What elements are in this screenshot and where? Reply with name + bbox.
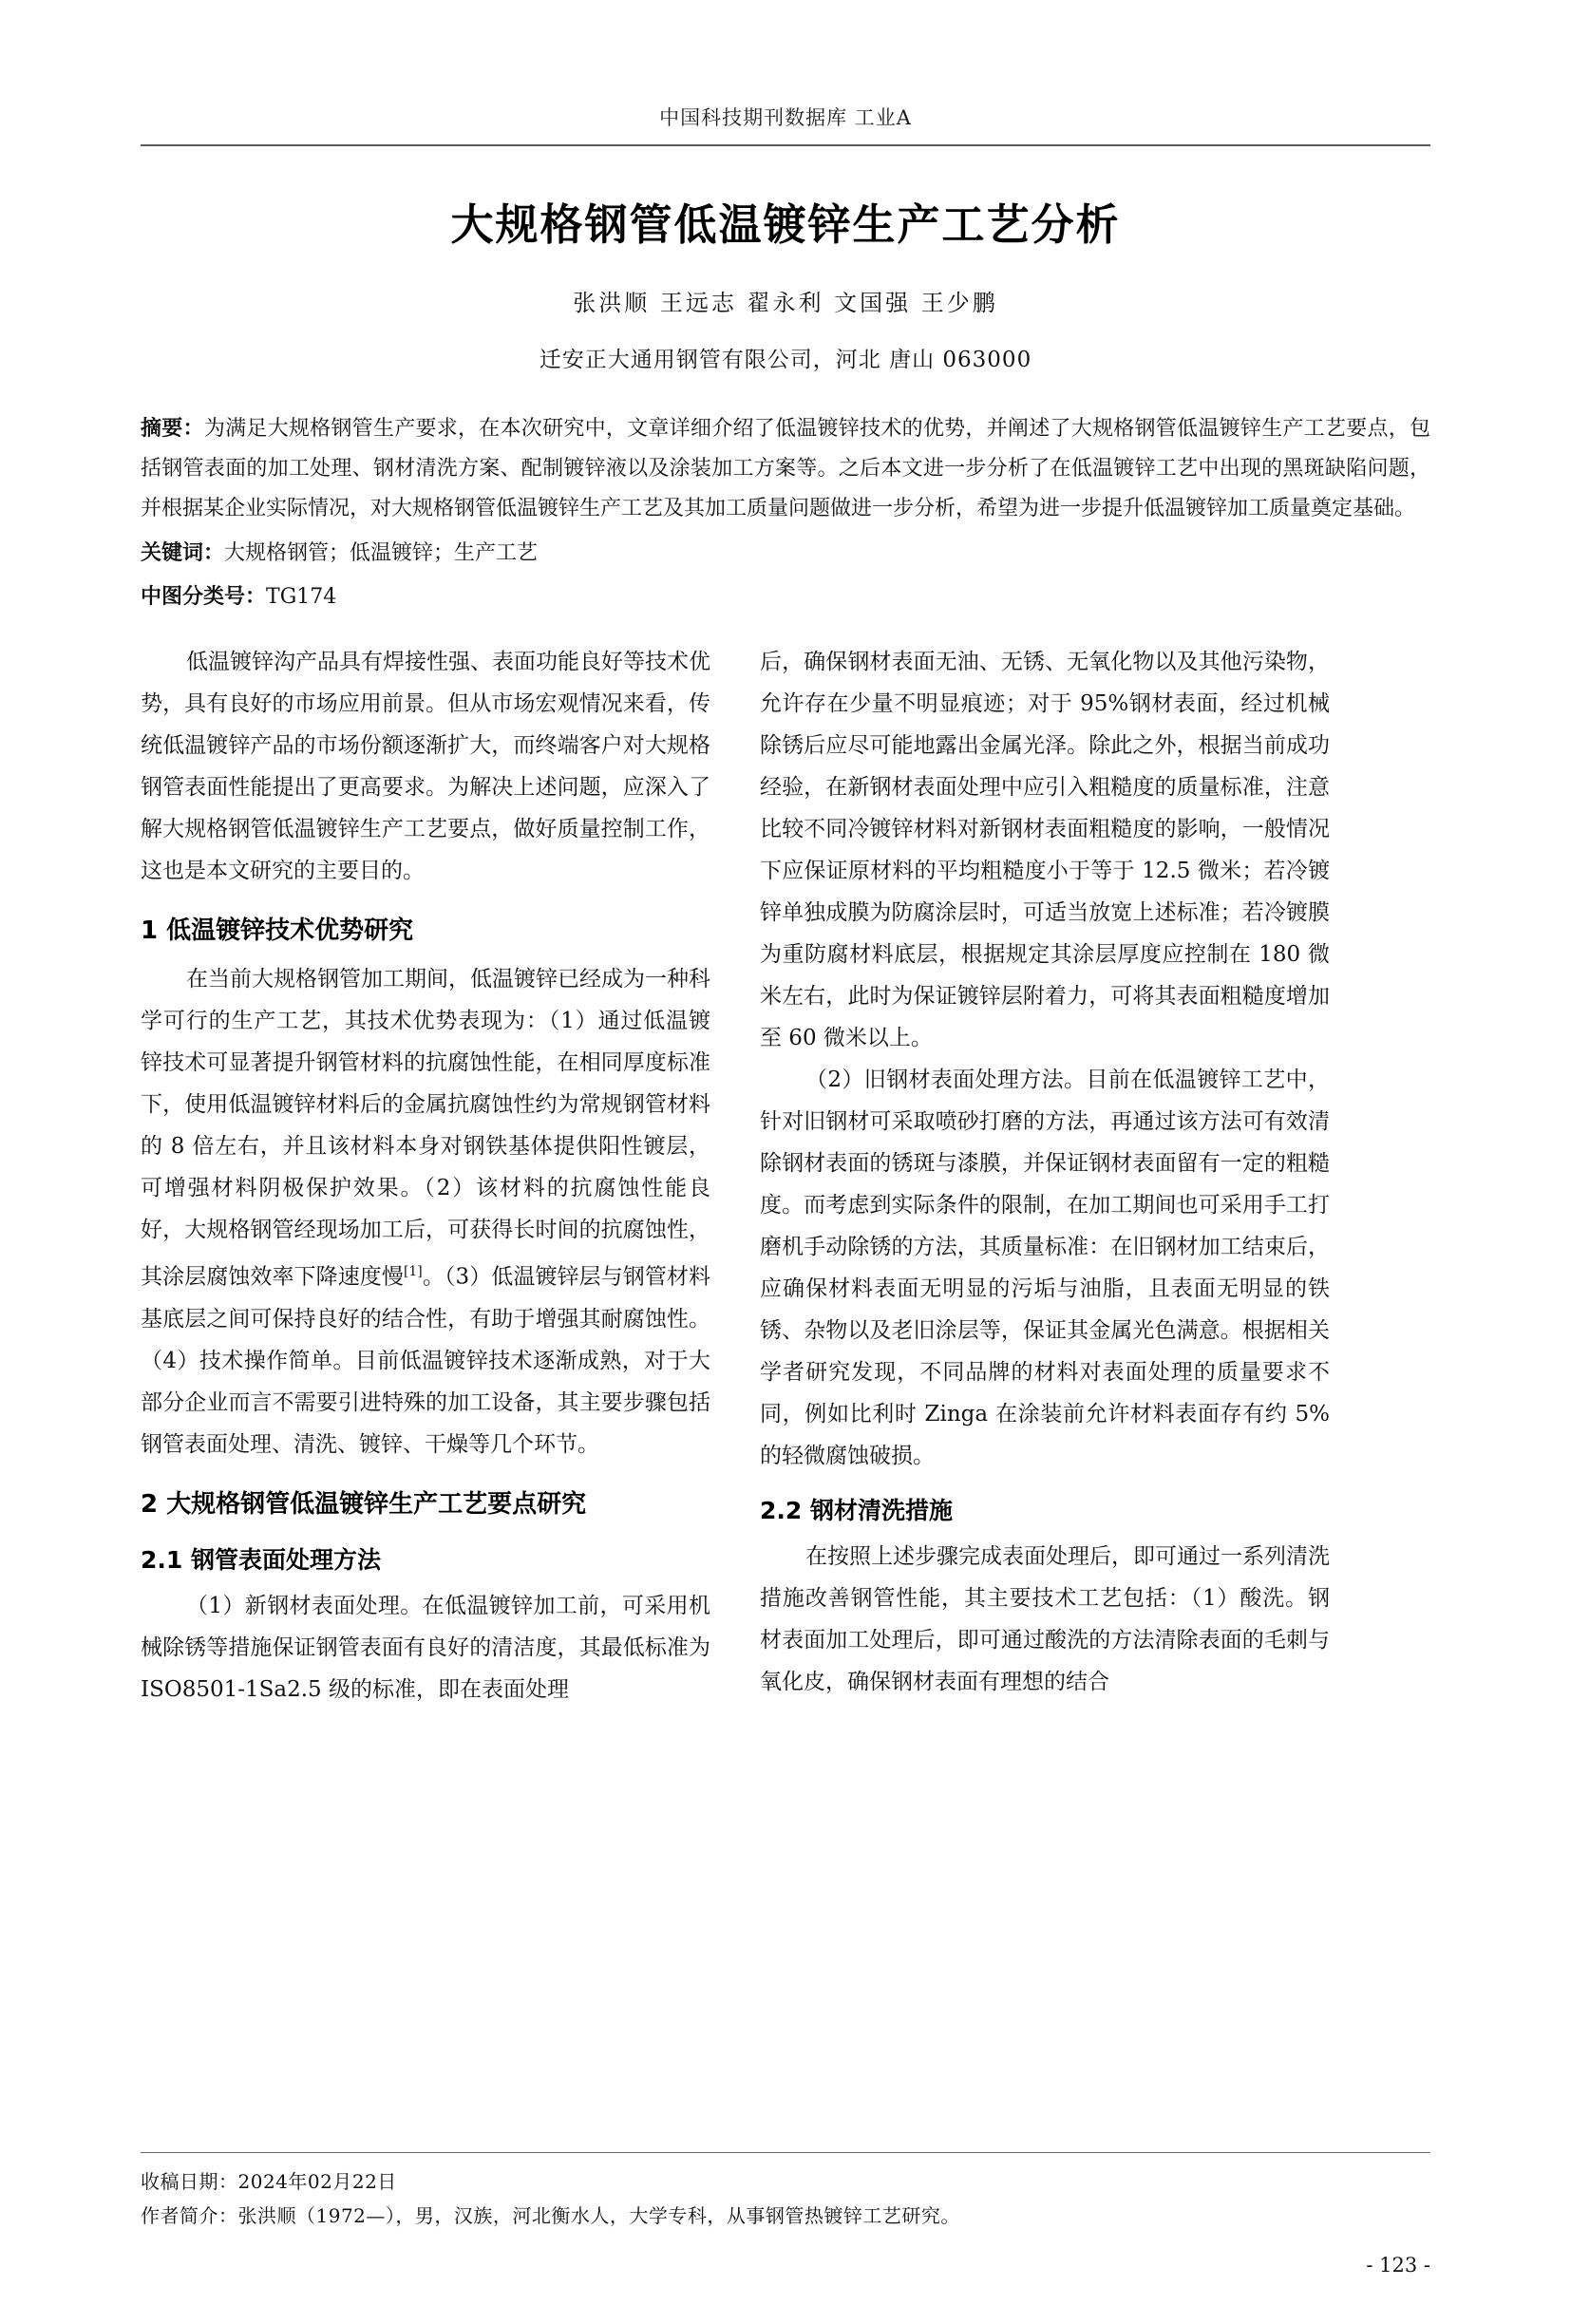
section-1-heading: 1 低温镀锌技术优势研究 xyxy=(141,916,414,945)
clc-text: TG174 xyxy=(266,585,337,609)
section-2-1-heading: 2.1 钢管表面处理方法 xyxy=(141,1545,381,1574)
clc-line xyxy=(141,578,1430,616)
abstract-text: 为满足大规格钢管生产要求，在本次研究中，文章详细介绍了低温镀锌技术的优势，并阐述了大规格钢管低温镀锌生产工艺要点，包括钢管表面的加工处理、钢材清洗方案、配制镀锌液以及涂装加工方案等。之后本文进一步分析了在低温镀锌工艺中出现的黑斑缺陷问题，并根据某企业实际情况，对大规格钢管低温镀锌生产工艺及其加工质量问题做进一步分析，希望为进一步提升低温镀锌加工质量奠定基础。 xyxy=(141,417,1430,520)
right-column xyxy=(760,641,1330,1710)
section-2-heading: 2 大规格钢管低温镀锌生产工艺要点研究 xyxy=(141,1489,587,1519)
footer-divider xyxy=(141,2152,1430,2153)
received-date: 收稿日期：2024年02月22日 xyxy=(141,2170,397,2193)
keywords-text: 大规格钢管；低温镀锌；生产工艺 xyxy=(224,541,539,565)
section-1-paragraph xyxy=(141,958,710,1465)
section-1-text-a: 在当前大规格钢管加工期间，低温镀锌已经成为一种科学可行的生产工艺，其技术优势表现为：（1）通过低温镀锌技术可显著提升钢管材料的抗腐蚀性能，在相同厚度标准下，使用低温镀锌材料后的金属抗腐蚀性约为常规钢管材料的 8 倍左右，并且该材料本身对钢铁基体提供阳性镀层，可增强材料阴极保护效果。（2）该材料的抗腐蚀性能良好，大规格钢管经现场加工后，可获得长时间的抗腐蚀性，其涂层腐蚀效率下降速度慢 xyxy=(141,967,710,1290)
right-paragraph-3: 在按照上述步骤完成表面处理后，即可通过一系列清洗措施改善钢管性能，其主要技术工艺包括：（1）酸洗。钢材表面加工处理后，即可通过酸洗的方法清除表面的毛刺与氧化皮，确保钢材表面有理想的结合 xyxy=(760,1544,1330,1694)
page-number: - 123 - xyxy=(1366,2254,1430,2277)
left-column xyxy=(141,641,710,1710)
right-paragraph-1: 后，确保钢材表面无油、无锈、无氧化物以及其他污染物，允许存在少量不明显痕迹；对于 95%钢材表面，经过机械除锈后应尽可能地露出金属光泽。除此之外，根据当前成功经验，在新钢材表面处理中应引入粗糙度的质量标准，注意比较不同冷镀锌材料对新钢材表面粗糙度的影响，一般情况下应保证原材料的平均粗糙度小于等于 12.5 微米；若冷镀锌单独成膜为防腐涂层时，可适当放宽上述标准；若冷镀膜为重防腐材料底层，根据规定其涂层厚度应控制在 180 微米左右，此时为保证镀锌层附着力，可将其表面粗糙度增加至 60 微米以上。 xyxy=(760,650,1330,1050)
section-1-text-b: 。（3）低温镀锌层与钢管材料基底层之间可保持良好的结合性，有助于增强其耐腐蚀性。（4）技术操作简单。目前低温镀锌技术逐渐成熟，对于大部分企业而言不需要引进特殊的加工设备，其主要步骤包括钢管表面处理、清洗、镀锌、干燥等几个环节。 xyxy=(141,1264,710,1457)
keywords-label: 关键词： xyxy=(141,541,225,565)
author-bio: 作者简介：张洪顺（1972—），男，汉族，河北衡水人，大学专科，从事钢管热镀锌工艺研究。 xyxy=(141,2204,960,2227)
intro-paragraph: 低温镀锌沟产品具有焊接性强、表面功能良好等技术优势，具有良好的市场应用前景。但从市场宏观情况来看，传统低温镀锌产品的市场份额逐渐扩大，而终端客户对大规格钢管表面性能提出了更高要求。为解决上述问题，应深入了解大规格钢管低温镀锌生产工艺要点，做好质量控制工作，这也是本文研究的主要目的。 xyxy=(141,650,710,883)
page-title: 大规格钢管低温镀锌生产工艺分析 xyxy=(450,199,1121,250)
citation-ref: [1] xyxy=(403,1264,423,1279)
page-footer xyxy=(141,2152,1430,2277)
right-paragraph-2: （2）旧钢材表面处理方法。目前在低温镀锌工艺中，针对旧钢材可采取喷砂打磨的方法，再通过该方法可有效清除钢材表面的锈斑与漆膜，并保证钢材表面留有一定的粗糙度。而考虑到实际条件的限制，在加工期间也可采用手工打磨机手动除锈的方法，其质量标准：在旧钢材加工结束后，应确保材料表面无明显的污垢与油脂，且表面无明显的铁锈、杂物以及老旧涂层等，保证其金属光色满意。根据相关学者研究发现，不同品牌的材料对表面处理的质量要求不同，例如比利时 Zinga 在涂装前允许材料表面存有约 5%的轻微腐蚀破损。 xyxy=(760,1068,1330,1468)
abstract xyxy=(141,409,1430,529)
author-list: 张洪顺 王远志 翟永利 文国强 王少鹏 xyxy=(573,290,998,316)
body-columns xyxy=(141,641,1430,1710)
abstract-label: 摘要： xyxy=(141,417,204,441)
section-2-1-paragraph: （1）新钢材表面处理。在低温镀锌加工前，可采用机械除锈等措施保证钢管表面有良好的清洁度，其最低标准为 ISO8501-1Sa2.5 级的标准，即在表面处理 xyxy=(141,1593,710,1702)
clc-label: 中图分类号： xyxy=(141,585,267,609)
affiliation: 迁安正大通用钢管有限公司，河北 唐山 063000 xyxy=(539,348,1032,372)
keywords-line xyxy=(141,535,1430,573)
running-head: 中国科技期刊数据库 工业A xyxy=(141,103,1430,146)
section-2-2-heading: 2.2 钢材清洗措施 xyxy=(760,1497,953,1524)
paper-page xyxy=(0,103,1571,2324)
